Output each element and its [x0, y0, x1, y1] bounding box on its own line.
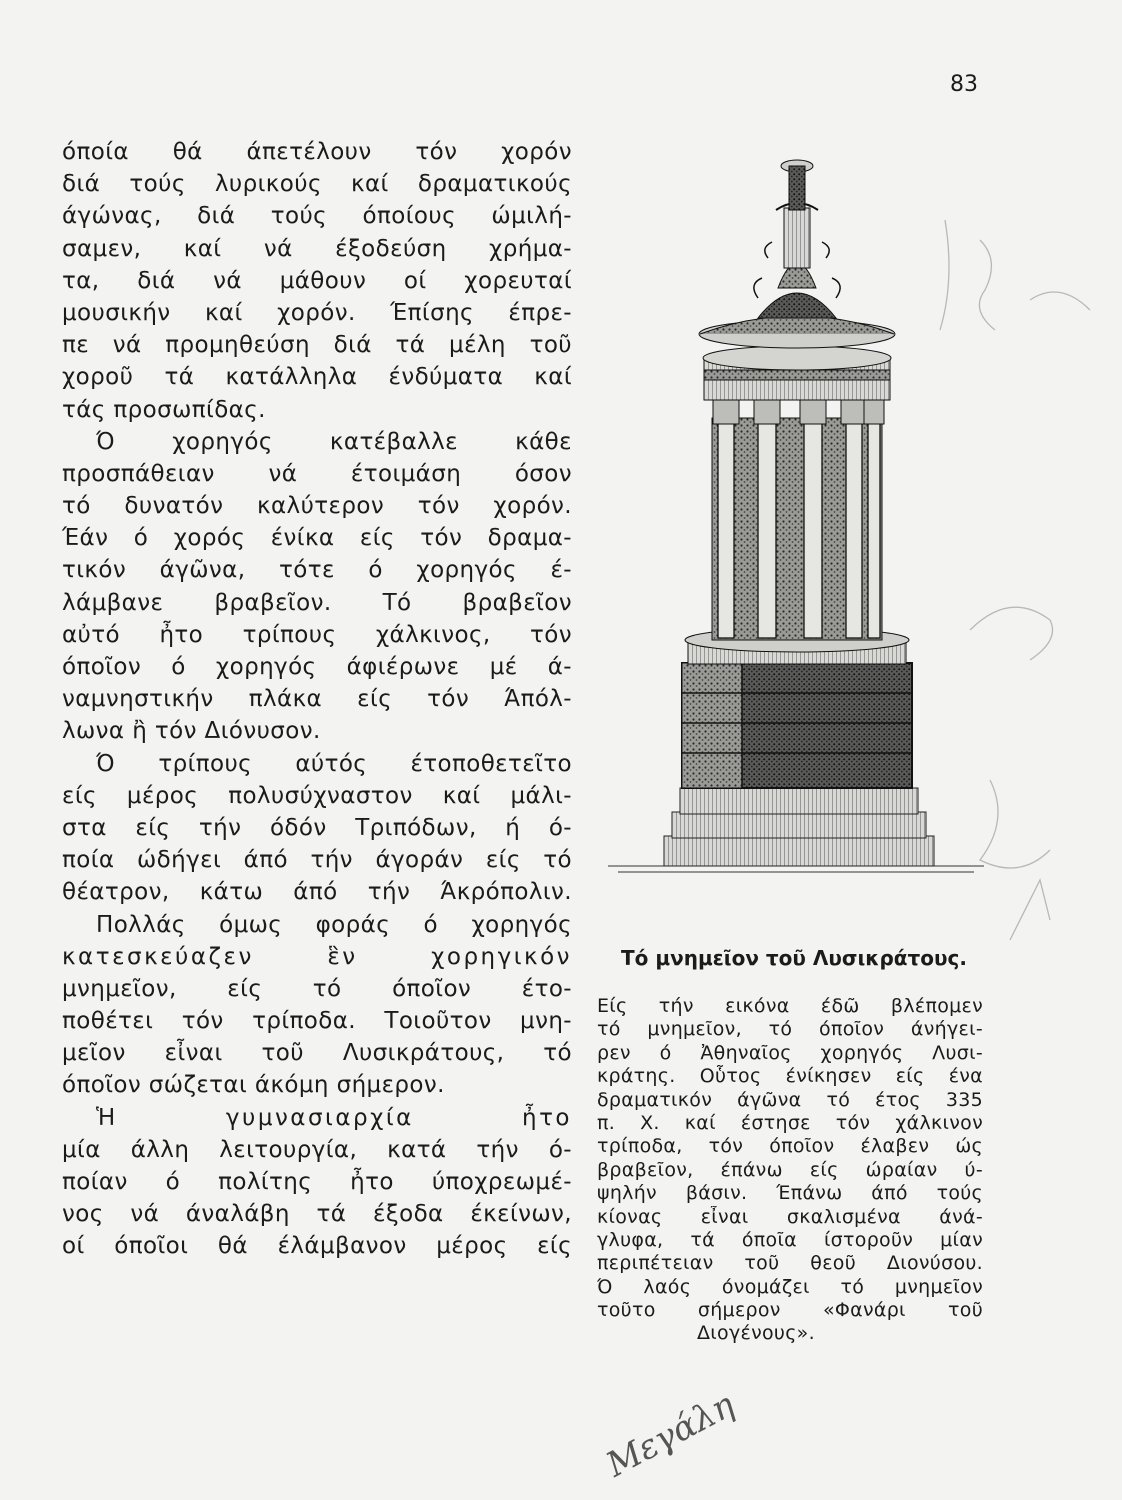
text-line: τάς προσωπίδας.	[62, 396, 266, 423]
figure-caption-title: Τό μνημεῖον τοῦ Λυσικράτους.	[621, 946, 967, 970]
caption-line: Είς τήν εικόνα έδῶ βλέπομεν	[597, 995, 983, 1017]
text-line: διά τούς λυρικούς καί δραματικούς	[62, 171, 572, 198]
caption-line: κράτης. Οὗτος ένίκησεν είς ένα	[597, 1065, 983, 1088]
caption-line: περιπέτειαν τοῦ θεοῦ Διονύσου.	[597, 1252, 983, 1275]
page-number: 83	[950, 72, 978, 97]
caption-line: ρεν ό Ἀθηναῖος χορηγός Λυσι-	[597, 1041, 983, 1064]
caption-line: τρίποδα, τόν όποῖον έλαβεν ώς	[597, 1135, 983, 1158]
text-line: νος νά άναλάβη τά έξοδα έκείνων,	[62, 1201, 572, 1228]
text-line: ποίαν ό πολίτης ἦτο ύποχρεωμέ-	[62, 1169, 572, 1195]
caption-line: δραματικόν άγῶνα τό έτος 335	[597, 1088, 983, 1111]
text-line: προσπάθειαν νά έτοιμάση όσον	[62, 460, 572, 487]
text-line: ποθέτει τόν τρίποδα. Τοιοῦτον μνη-	[62, 1008, 572, 1035]
caption-line: τοῦτο σήμερον «Φανάρι τοῦ	[597, 1299, 983, 1322]
text-line: τικόν άγῶνα, τότε ό χορηγός έ-	[62, 557, 572, 584]
text-line: άγώνας, διά τούς όποίους ώμιλή-	[62, 203, 572, 230]
caption-line: Ό λαός όνομάζει τό μνημεῖον	[597, 1275, 983, 1298]
text-line: όποία θά άπετέλουν τόν χορόν	[62, 139, 572, 165]
text-line: Ό χορηγός κατέβαλλε κάθε	[96, 428, 572, 455]
main-text	[62, 136, 572, 1263]
text-line: όποῖον ό χορηγός άφιέρωνε μέ ά-	[62, 654, 572, 680]
pencil-scribbles	[900, 180, 1122, 1080]
text-line: αὐτό ἦτο τρίπους χάλκινος, τόν	[62, 621, 572, 648]
text-line: λάμβανε βραβεῖον. Τό βραβεῖον	[62, 589, 572, 616]
text-line: μία άλλη λειτουργία, κατά τήν ό-	[62, 1136, 572, 1163]
caption-line: γλυφα, τά όποῖα ίστοροῦν μίαν	[597, 1228, 983, 1251]
text-line: θέατρον, κάτω άπό τήν Άκρόπολιν.	[62, 879, 572, 906]
text-line: σαμεν, καί νά έξοδεύση χρήμα-	[62, 235, 572, 262]
text-line: Ό τρίπους αύτός έτοποθετεῖτο	[96, 750, 572, 777]
text-line: μουσικήν καί χορόν. Έπίσης έπρε-	[62, 299, 572, 326]
text-line: τα, διά νά μάθουν οί χορευταί	[62, 267, 572, 294]
text-line: κατεσκεύαζεν ἓν χορηγικόν	[62, 943, 572, 970]
text-line: Έάν ό χορός ένίκα είς τόν δραμα-	[62, 525, 572, 552]
caption-line: βραβεῖον, έπάνω είς ώραίαν ύ-	[597, 1158, 983, 1181]
text-line: οί όποῖοι θά έλάμβανον μέρος είς	[62, 1233, 572, 1260]
caption-line: ψηλήν βάσιν. Έπάνω άπό τούς	[597, 1182, 983, 1205]
caption-line: κίονας εἶναι σκαλισμένα άνά-	[597, 1205, 983, 1228]
text-line: τό δυνατόν καλύτερον τόν χορόν.	[62, 493, 572, 520]
text-line: είς μέρος πολυσύχναστον καί μάλι-	[62, 782, 572, 809]
handwritten-note: Μεγάλη	[600, 1385, 741, 1486]
text-line: λωνα ἢ τόν Διόνυσον.	[62, 718, 321, 745]
caption-line: τό μνημεῖον, τό όποῖον άνήγει-	[597, 1018, 983, 1041]
text-line: Ἡ γυμνασιαρχία ἦτο	[96, 1104, 572, 1131]
caption-line: Διογένους».	[697, 1322, 815, 1345]
text-line: Πολλάς όμως φοράς ό χορηγός	[96, 911, 572, 938]
text-line: πε νά προμηθεύση διά τά μέλη τοῦ	[62, 332, 572, 359]
text-line: όποῖον σώζεται άκόμη σήμερον.	[62, 1072, 445, 1099]
text-line: χοροῦ τά κατάλληλα ένδύματα καί	[62, 364, 572, 391]
text-line: ποία ώδήγει άπό τήν άγοράν είς τό	[62, 847, 572, 874]
text-line: μνημεῖον, είς τό όποῖον έτο-	[62, 975, 572, 1002]
text-line: μεῖον εἶναι τοῦ Λυσικράτους, τό	[62, 1040, 572, 1067]
caption-line: π. Χ. καί έστησε τόν χάλκινον	[597, 1111, 983, 1134]
text-line: ναμνηστικήν πλάκα είς τόν Άπόλ-	[62, 686, 572, 713]
text-line: στα είς τήν όδόν Τριπόδων, ή ό-	[62, 814, 572, 841]
